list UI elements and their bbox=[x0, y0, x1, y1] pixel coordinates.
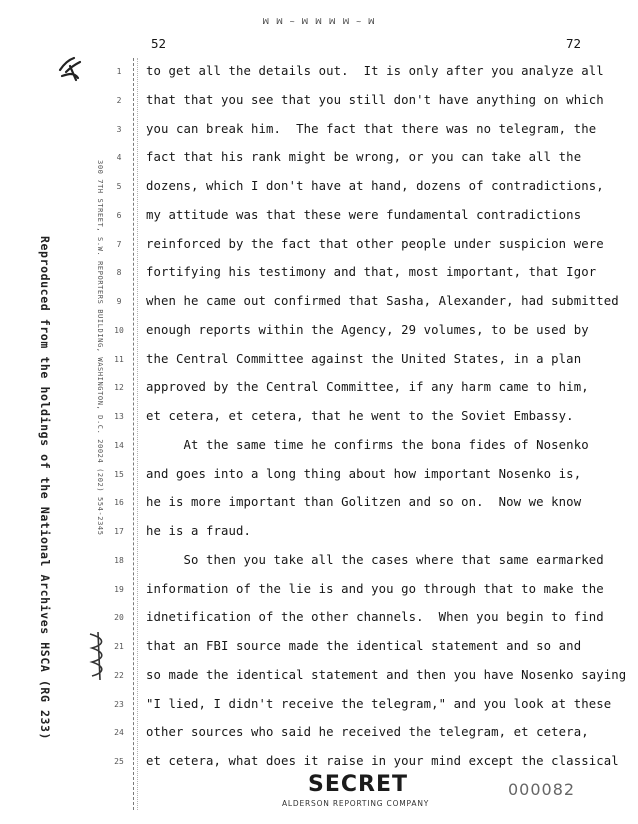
transcript-line: et cetera, et cetera, that he went to the Soviet Embassy. bbox=[146, 409, 574, 423]
transcript-line: At the same time he confirms the bona fides of Nosenko bbox=[146, 437, 589, 452]
transcript-line: when he came out confirmed that Sasha, Alexander, had submitted bbox=[146, 294, 619, 308]
line-number: 1 bbox=[116, 67, 122, 76]
line-number: 10 bbox=[114, 325, 124, 335]
transcript-line: information of the lie is and you go through that to make the bbox=[146, 581, 604, 596]
margin-rule-secondary bbox=[137, 58, 138, 810]
line-number: 3 bbox=[116, 124, 122, 134]
line-number: 12 bbox=[114, 383, 124, 393]
line-number: 8 bbox=[116, 268, 122, 278]
line-number: 17 bbox=[114, 527, 124, 536]
line-number: 16 bbox=[114, 498, 124, 508]
line-number: 5 bbox=[116, 182, 122, 191]
line-number: 13 bbox=[114, 412, 124, 421]
transcript-line: approved by the Central Committee, if any harm came to him, bbox=[146, 380, 589, 395]
transcript-line: he is a fraud. bbox=[146, 524, 252, 538]
line-number: 9 bbox=[116, 297, 122, 306]
line-number: 20 bbox=[114, 613, 124, 623]
transcript-line: enough reports within the Agency, 29 volumes, to be used by bbox=[146, 322, 589, 337]
page-number-right: 72 bbox=[566, 36, 582, 51]
transcript-line: he is more important than Golitzen and so on. Now we know bbox=[146, 495, 582, 510]
line-number: 21 bbox=[114, 642, 124, 651]
transcript-line: other sources who said he received the telegram, et cetera, bbox=[146, 725, 589, 740]
line-number: 2 bbox=[116, 95, 122, 105]
transcript-line: reinforced by the fact that other people under suspicion were bbox=[146, 236, 604, 251]
top-scribble: ꟽ ꟽ ~ ꟽ ꟽ ꟽ ꟽ ~ ꟽ bbox=[262, 17, 376, 26]
transcript-line: that that you see that you still don't have anything on which bbox=[146, 92, 604, 107]
transcript-line: and goes into a long thing about how important Nosenko is, bbox=[146, 466, 582, 481]
transcript-line: to get all the details out. It is only after you analyze all bbox=[146, 64, 604, 78]
transcript-line: "I lied, I didn't receive the telegram," and you look at these bbox=[146, 696, 612, 711]
page-number-left: 52 bbox=[151, 36, 167, 51]
line-number: 6 bbox=[116, 210, 122, 220]
archives-reproduction-note: Reproduced from the holdings of the National Archives HSCA (RG 233) bbox=[38, 236, 52, 741]
transcript-line: fact that his rank might be wrong, or you can take all the bbox=[146, 150, 582, 165]
document-number: 000082 bbox=[508, 780, 576, 799]
transcript-line: et cetera, what does it raise in your mind except the classical bbox=[146, 754, 619, 768]
line-number: 11 bbox=[114, 354, 124, 364]
line-number: 22 bbox=[114, 670, 124, 680]
transcript-line: you can break him. The fact that there was no telegram, the bbox=[146, 121, 597, 136]
line-number: 4 bbox=[116, 153, 122, 163]
line-number: 25 bbox=[114, 757, 124, 766]
reporting-company: ALDERSON REPORTING COMPANY bbox=[282, 799, 430, 808]
transcript-line: so made the identical statement and then you have Nosenko saying bbox=[146, 667, 627, 682]
line-number: 24 bbox=[114, 728, 124, 738]
reporter-address-note: 300 7TH STREET, S.W. REPORTERS BUILDING, WASHINGTON, D.C. 20024 (202) 554-2345 bbox=[96, 160, 104, 536]
transcript-line: dozens, which I don't have at hand, dozens of contradictions, bbox=[146, 179, 604, 193]
line-number: 7 bbox=[116, 239, 122, 249]
line-number: 15 bbox=[114, 469, 124, 479]
margin-rule bbox=[133, 58, 134, 810]
line-number: 19 bbox=[114, 584, 124, 594]
classification-stamp: SECRET bbox=[308, 772, 408, 797]
line-number: 18 bbox=[114, 555, 124, 565]
transcript-line: fortifying his testimony and that, most important, that Igor bbox=[146, 265, 597, 280]
line-number: 14 bbox=[114, 440, 124, 450]
transcript-line: my attitude was that these were fundamental contradictions bbox=[146, 207, 582, 222]
transcript-line: the Central Committee against the United States, in a plan bbox=[146, 351, 582, 366]
transcript-line: So then you take all the cases where that same earmarked bbox=[146, 552, 604, 567]
handwritten-mark-icon bbox=[56, 52, 86, 84]
transcript-line: that an FBI source made the identical statement and so and bbox=[146, 639, 582, 653]
transcript-line: idnetification of the other channels. When you begin to find bbox=[146, 610, 604, 625]
line-number: 23 bbox=[114, 699, 124, 709]
